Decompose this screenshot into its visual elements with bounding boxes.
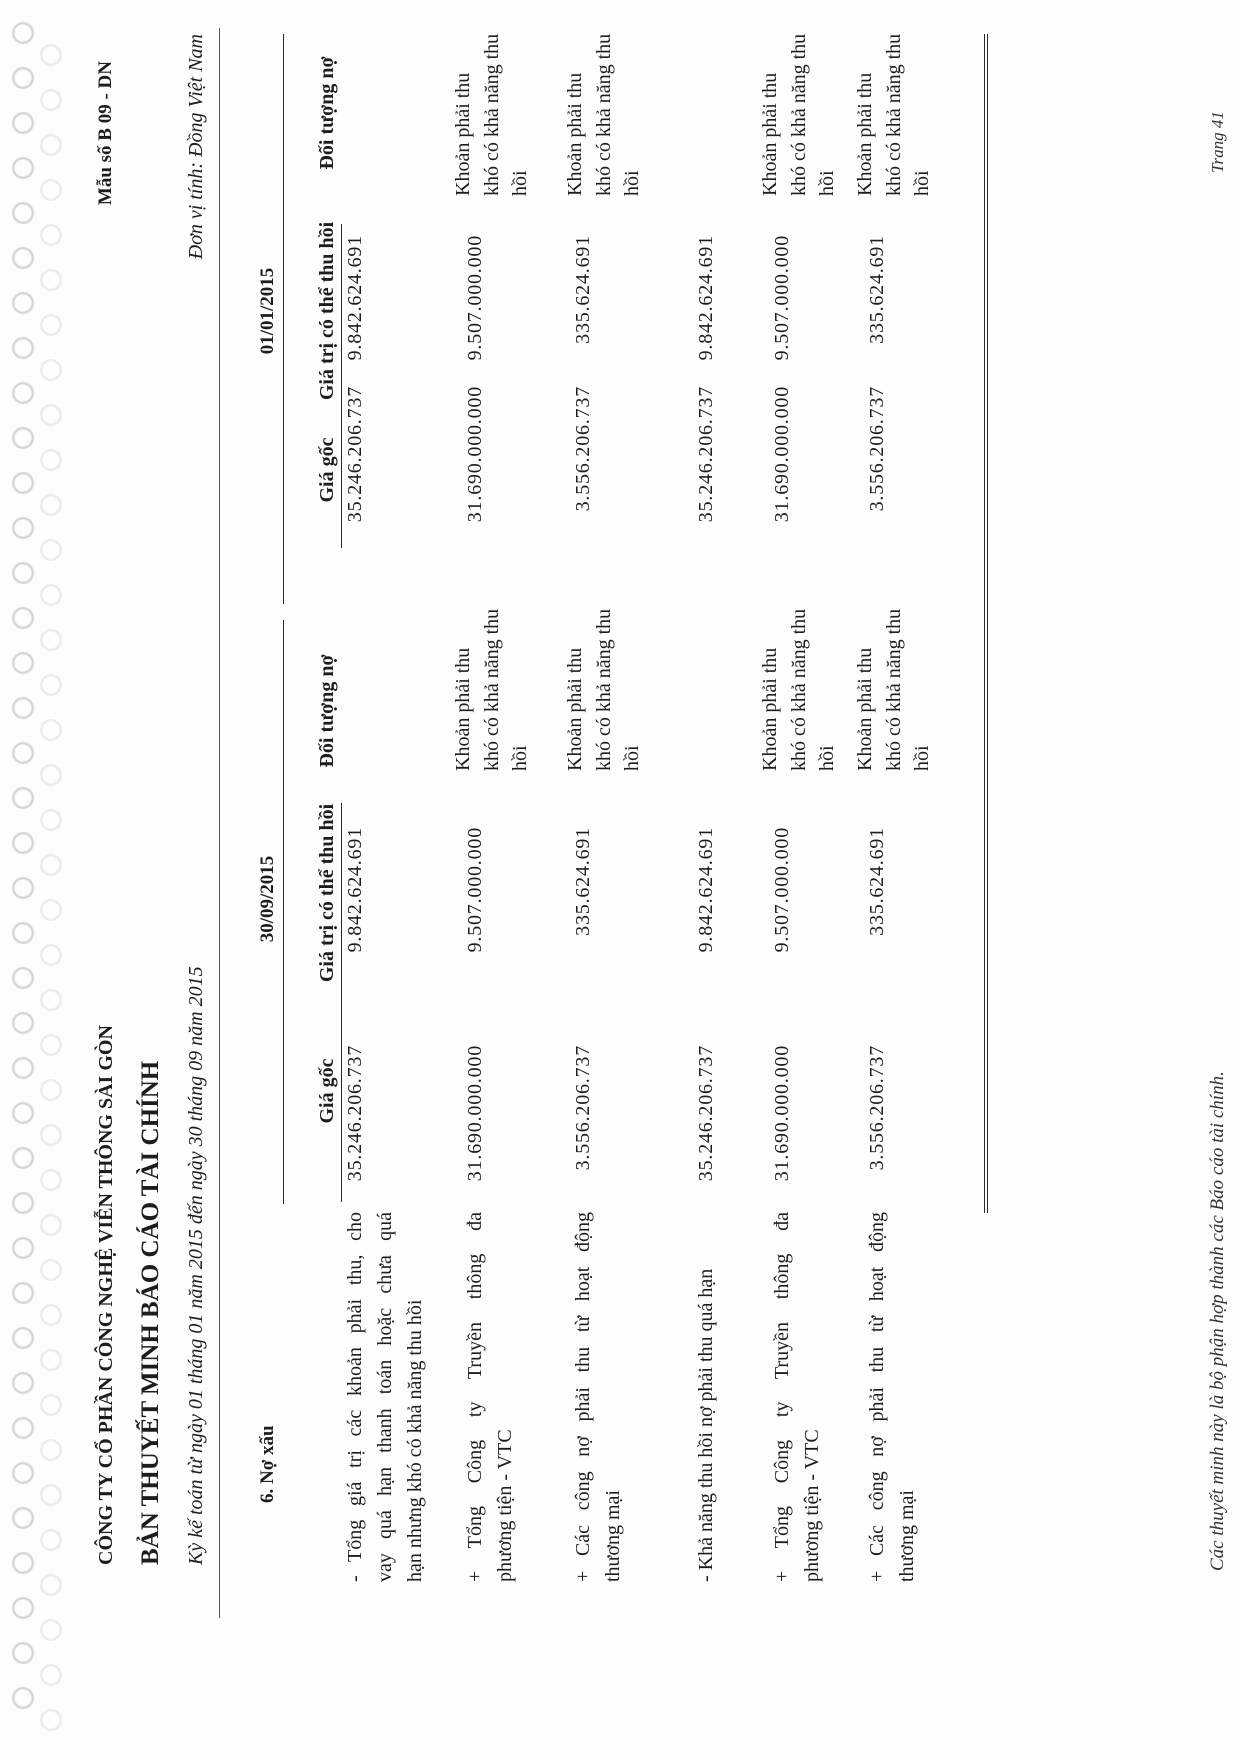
debtor-line: khó có khả năng thu: [480, 608, 503, 771]
debtor-line: Khoản phải thu: [452, 647, 474, 771]
cell-recoverable-01-01-2015: 9.507.000.000: [771, 235, 793, 361]
description-line: - Tổng giá trị các khoản phải thu, cho: [344, 1212, 366, 1582]
cell-recoverable-30-09-2015: 335.624.691: [572, 827, 594, 936]
cell-cost-01-01-2015: 35.246.206.737: [695, 386, 717, 523]
description-line: + Các công nợ phải thu từ hoạt động: [866, 1212, 888, 1582]
header-divider: [219, 28, 220, 1618]
description-line: hạn nhưng khó có khả năng thu hồi: [404, 1299, 426, 1582]
form-code: Mẫu số B 09 - DN: [95, 61, 116, 206]
debtor-line: Khoản phải thu: [564, 647, 586, 771]
description-line: + Tổng Công ty Truyền thông đa: [464, 1212, 486, 1582]
description-line: phương tiện - VTC: [801, 1429, 823, 1582]
cell-recoverable-01-01-2015: 9.507.000.000: [464, 235, 486, 361]
cell-cost-30-09-2015: 3.556.206.737: [572, 1045, 594, 1171]
debtor-line: khó có khả năng thu: [592, 608, 615, 771]
cell-debtor-01-01-2015: [756, 6, 842, 196]
debtor-line: hồi: [509, 170, 531, 196]
debtor-line: khó có khả năng thu: [592, 33, 615, 196]
cell-cost-01-01-2015: 31.690.000.000: [771, 386, 793, 523]
page-number: Trang 41: [1208, 111, 1227, 173]
cell-description: [340, 1212, 430, 1582]
cell-debtor-01-01-2015: [449, 6, 535, 196]
debtor-line: khó có khả năng thu: [787, 608, 810, 771]
cell-debtor-30-09-2015: [756, 581, 842, 771]
description-line: thương mại: [602, 1490, 624, 1582]
debtor-line: Khoản phải thu: [759, 647, 781, 771]
cell-recoverable-30-09-2015: 335.624.691: [866, 827, 888, 936]
cell-description: [862, 1212, 922, 1582]
cell-description: [568, 1212, 628, 1582]
cell-recoverable-30-09-2015: 9.842.624.691: [695, 827, 717, 953]
description-line: vay quá hạn thanh toán hoặc chưa quá: [374, 1212, 396, 1582]
debtor-line: khó có khả năng thu: [787, 33, 810, 196]
cell-debtor-01-01-2015: [561, 6, 647, 196]
description-line: + Các công nợ phải thu từ hoạt động: [572, 1212, 594, 1582]
group-header-30-09-2015: 30/09/2015: [257, 855, 278, 943]
cell-recoverable-01-01-2015: 9.842.624.691: [344, 235, 366, 361]
debtor-line: hồi: [911, 170, 933, 196]
company-name: CÔNG TY CỔ PHẦN CÔNG NGHỆ VIỄN THÔNG SÀI GÒN: [95, 1025, 117, 1565]
group-header-01-01-2015: 01/01/2015: [257, 267, 278, 355]
cell-cost-01-01-2015: 3.556.206.737: [572, 386, 594, 512]
debtor-line: hồi: [509, 745, 531, 771]
cell-recoverable-30-09-2015: 9.507.000.000: [771, 827, 793, 953]
section-title: 6. Nợ xấu: [257, 1425, 278, 1503]
column-header-cost-01-01-2015: Giá gốc: [316, 437, 338, 503]
cell-debtor-30-09-2015: [561, 581, 647, 771]
column-header-recoverable-01-01-2015: Giá trị có thể thu hồi: [316, 221, 338, 401]
cell-debtor-01-01-2015: [851, 6, 937, 196]
debtor-line: Khoản phải thu: [854, 647, 876, 771]
reporting-period: Kỳ kế toán từ ngày 01 tháng 01 năm 2015 đến ngày 30 tháng 09 năm 2015: [185, 966, 207, 1565]
description-line: thương mại: [896, 1490, 918, 1582]
cell-cost-30-09-2015: 31.690.000.000: [771, 1045, 793, 1182]
debtor-line: khó có khả năng thu: [882, 33, 905, 196]
cell-recoverable-30-09-2015: 9.842.624.691: [344, 827, 366, 953]
cell-recoverable-01-01-2015: 335.624.691: [866, 235, 888, 344]
group-underline-30-09-2015: [283, 620, 284, 1204]
currency-unit: Đơn vị tính: Đồng Việt Nam: [185, 34, 207, 260]
debtor-line: khó có khả năng thu: [882, 608, 905, 771]
debtor-line: Khoản phải thu: [452, 72, 474, 196]
cell-recoverable-01-01-2015: 9.842.624.691: [695, 235, 717, 361]
footer-note: Các thuyết minh này là bộ phận hợp thành các Báo cáo tài chính.: [1207, 1071, 1228, 1571]
column-header-debtor-01-01-2015: Đối tượng nợ: [316, 56, 338, 170]
cell-recoverable-01-01-2015: 335.624.691: [572, 235, 594, 344]
cell-cost-01-01-2015: 31.690.000.000: [464, 386, 486, 523]
debtor-line: Khoản phải thu: [854, 72, 876, 196]
cell-debtor-30-09-2015: [449, 581, 535, 771]
cell-debtor-30-09-2015: [851, 581, 937, 771]
column-header-debtor-30-09-2015: Đối tượng nợ: [316, 654, 338, 768]
column-header-cost-30-09-2015: Giá gốc: [316, 1058, 338, 1124]
cell-cost-01-01-2015: 35.246.206.737: [344, 386, 366, 523]
debtor-line: Khoản phải thu: [759, 72, 781, 196]
debtor-line: Khoản phải thu: [564, 72, 586, 196]
debtor-line: hồi: [911, 745, 933, 771]
column-header-recoverable-30-09-2015: Giá trị có thể thu hồi: [316, 803, 338, 983]
debtor-line: hồi: [816, 745, 838, 771]
cell-description: [767, 1212, 827, 1582]
description-line: + Tổng Công ty Truyền thông đa: [771, 1212, 793, 1582]
cell-recoverable-30-09-2015: 9.507.000.000: [464, 827, 486, 953]
cell-description: [460, 1212, 520, 1582]
debtor-line: khó có khả năng thu: [480, 33, 503, 196]
debtor-line: hồi: [621, 170, 643, 196]
document-title: BẢN THUYẾT MINH BÁO CÁO TÀI CHÍNH: [137, 1060, 164, 1565]
group-underline-01-01-2015: [283, 34, 284, 604]
description-line: phương tiện - VTC: [494, 1429, 516, 1582]
description-line: - Khả năng thu hồi nợ phải thu quá hạn: [695, 1268, 717, 1582]
cell-cost-30-09-2015: 3.556.206.737: [866, 1045, 888, 1171]
cell-cost-30-09-2015: 31.690.000.000: [464, 1045, 486, 1182]
cell-cost-30-09-2015: 35.246.206.737: [344, 1045, 366, 1182]
cell-description: [691, 1212, 721, 1582]
cell-cost-30-09-2015: 35.246.206.737: [695, 1045, 717, 1182]
cell-cost-01-01-2015: 3.556.206.737: [866, 386, 888, 512]
debtor-line: hồi: [816, 170, 838, 196]
debtor-line: hồi: [621, 745, 643, 771]
table-double-bottom-rule: [984, 34, 988, 1213]
